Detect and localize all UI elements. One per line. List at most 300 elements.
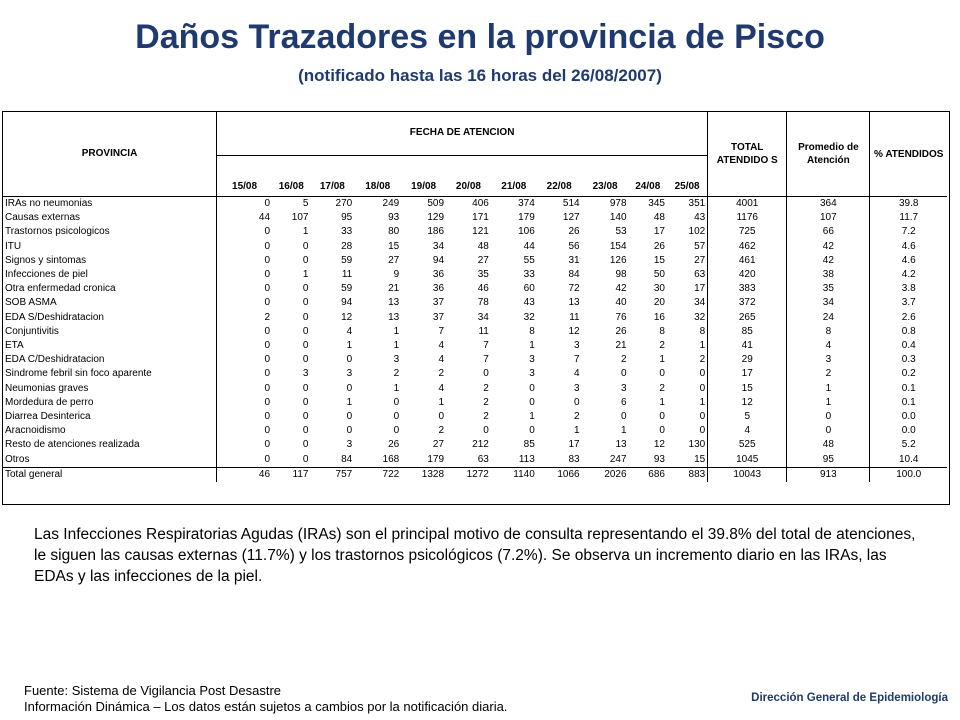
daily-count-cell: 212 (472, 439, 489, 451)
daily-count-cell: 0 (264, 325, 271, 337)
daily-count-cell: 140 (609, 212, 627, 224)
average-cell: 8 (787, 325, 870, 339)
daily-count-cell: 27 (477, 254, 489, 266)
daily-count-cell: 0 (302, 311, 309, 323)
daily-count-cell: 2 (264, 311, 271, 323)
summary-paragraph: Las Infecciones Respiratorias Agudas (IRAs) son el principal motivo de consulta representando el 39.8% del total de atenciones, le siguen las causas externas (11.7%) y los trastornos psicológicos (7.2%). Se observa un incremento diario en las IRAs, las EDAs y las infecciones de la piel. (34, 526, 916, 585)
date-header: 16/08 (272, 155, 310, 197)
average-cell: 42 (787, 254, 870, 268)
daily-count-cell: 3 (529, 354, 535, 366)
daily-count-cell: 0 (264, 382, 271, 394)
daily-count-cell: 84 (568, 269, 580, 281)
daily-count-cell: 0 (483, 425, 489, 437)
daily-count-cell: 1 (574, 425, 580, 437)
percent-cell: 100.0 (870, 467, 947, 482)
total-cell: 420 (708, 268, 787, 282)
daily-count-cell: 15 (653, 254, 665, 266)
daily-count-cell: 130 (667, 438, 708, 452)
daily-count-cell: 0 (302, 453, 309, 465)
daily-count-cell: 59 (341, 283, 353, 295)
daily-count-cell: 48 (653, 212, 665, 224)
date-header: 24/08 (629, 155, 667, 197)
daily-count-cell: 34 (432, 240, 445, 252)
daily-count-cell: 686 (629, 467, 667, 482)
daily-count-cell: 1 (346, 396, 353, 408)
total-cell: 4 (708, 424, 787, 438)
daily-count-cell: 36 (432, 283, 445, 295)
daily-count-cell: 13 (388, 311, 400, 323)
row-label: EDA S/Deshidratacion (3, 311, 217, 325)
daily-count-cell: 17 (568, 439, 580, 451)
daily-count-cell: 0 (264, 368, 271, 380)
row-label: Conjuntivitis (3, 325, 217, 339)
daily-count-cell: 3 (574, 340, 580, 352)
percent-cell: 0.3 (901, 354, 916, 366)
daily-count-cell: 2 (659, 382, 665, 394)
daily-count-cell: 12 (341, 311, 353, 323)
date-header: 22/08 (537, 155, 582, 197)
daily-count-cell: 27 (388, 254, 400, 266)
header-total-atendidos: TOTAL ATENDIDO S (708, 112, 787, 197)
daily-count-cell: 5 (302, 198, 309, 209)
total-cell: 41 (708, 339, 787, 353)
table-row (3, 311, 947, 325)
daily-count-cell: 121 (472, 226, 489, 238)
daily-count-cell: 72 (568, 283, 580, 295)
daily-count-cell: 1 (438, 396, 445, 408)
daily-count-cell: 9 (393, 269, 400, 281)
daily-count-cell: 0 (264, 396, 271, 408)
daily-count-cell: 102 (667, 225, 708, 239)
daily-count-cell: 16 (653, 311, 665, 323)
daily-count-cell: 1 (659, 354, 665, 366)
daily-count-cell: 85 (523, 439, 535, 451)
daily-count-cell: 31 (568, 254, 580, 266)
daily-count-cell: 3 (346, 368, 353, 380)
date-header: 18/08 (354, 155, 401, 197)
daily-count-cell: 2 (483, 382, 489, 394)
percent-cell: 0.8 (901, 325, 916, 337)
daily-count-cell: 978 (609, 198, 627, 209)
daily-count-cell: 1 (346, 340, 353, 352)
percent-cell: 5.2 (901, 439, 916, 451)
total-cell: 17 (708, 367, 787, 381)
row-label: Mordedura de perro (3, 396, 217, 410)
average-cell: 0 (787, 424, 870, 438)
daily-count-cell: 0 (659, 411, 665, 423)
daily-count-cell: 12 (653, 439, 665, 451)
daily-count-cell: 6 (621, 396, 627, 408)
daily-count-cell: 0 (346, 411, 353, 423)
daily-count-cell: 11 (569, 311, 580, 323)
average-cell: 0 (787, 410, 870, 424)
daily-count-cell: 129 (427, 212, 445, 224)
header-promedio-atencion: Promedio de Atención (787, 112, 870, 197)
daily-count-cell: 7 (483, 354, 489, 366)
daily-count-cell: 8 (529, 325, 535, 337)
daily-count-cell: 1 (659, 396, 665, 408)
average-cell: 107 (787, 211, 870, 225)
daily-count-cell: 757 (310, 467, 354, 482)
daily-count-cell: 0 (529, 425, 535, 437)
daily-count-cell: 0 (302, 240, 309, 252)
total-cell: 10043 (708, 467, 787, 482)
daily-count-cell: 0 (264, 198, 271, 209)
table-row (3, 353, 947, 367)
daily-count-cell: 154 (609, 240, 627, 252)
daily-count-cell: 1272 (446, 467, 491, 482)
row-label: Neumonias graves (3, 382, 217, 396)
daily-count-cell: 76 (615, 311, 627, 323)
daily-count-cell: 12 (568, 325, 580, 337)
daily-count-cell: 0 (393, 396, 400, 408)
daily-count-cell: 94 (341, 297, 353, 309)
table-row (3, 296, 947, 310)
daily-count-cell: 48 (477, 240, 489, 252)
average-cell: 24 (787, 311, 870, 325)
daily-count-cell: 20 (653, 297, 665, 309)
daily-count-cell: 0 (302, 283, 309, 295)
daily-count-cell: 0 (621, 411, 627, 423)
date-header: 20/08 (446, 155, 491, 197)
daily-count-cell: 171 (472, 212, 489, 224)
average-cell: 35 (787, 282, 870, 296)
daily-count-cell: 34 (477, 311, 489, 323)
daily-count-cell: 42 (615, 283, 627, 295)
daily-count-cell: 0 (302, 425, 309, 437)
average-cell: 38 (787, 268, 870, 282)
daily-count-cell: 7 (438, 325, 445, 337)
daily-count-cell: 0 (483, 368, 489, 380)
data-table-frame (2, 111, 950, 505)
date-header: 21/08 (491, 155, 537, 197)
daily-count-cell: 21 (615, 340, 627, 352)
daily-count-cell: 0 (302, 325, 309, 337)
daily-count-cell: 249 (382, 198, 400, 209)
row-label: Otros (3, 453, 217, 468)
table-row (3, 197, 947, 212)
daily-count-cell: 17 (653, 226, 665, 238)
daily-count-cell: 34 (667, 296, 708, 310)
daily-count-cell: 46 (217, 467, 273, 482)
daily-count-cell: 2026 (582, 467, 629, 482)
table-row (3, 240, 947, 254)
percent-cell: 10.4 (899, 453, 919, 465)
daily-count-cell: 0 (264, 226, 271, 238)
daily-count-cell: 53 (615, 226, 627, 238)
total-cell: 12 (708, 396, 787, 410)
daily-count-cell: 32 (667, 311, 708, 325)
daily-count-cell: 0 (302, 340, 309, 352)
header-provincia: PROVINCIA (3, 112, 217, 197)
row-label: SOB ASMA (3, 296, 217, 310)
daily-count-cell: 44 (523, 240, 535, 252)
percent-cell: 0.1 (901, 382, 916, 394)
daily-count-cell: 33 (523, 269, 535, 281)
daily-count-cell: 8 (659, 325, 665, 337)
total-cell: 4001 (708, 197, 787, 212)
daily-count-cell: 509 (427, 198, 445, 209)
row-label: Total general (3, 467, 217, 482)
daily-count-cell: 514 (562, 198, 580, 209)
daily-count-cell: 27 (667, 254, 708, 268)
row-label: Trastornos psicologicos (3, 225, 217, 239)
daily-count-cell: 0 (667, 367, 708, 381)
daily-count-cell: 0 (264, 283, 271, 295)
date-header: 23/08 (582, 155, 629, 197)
daily-count-cell: 37 (432, 297, 445, 309)
source-note (24, 683, 507, 715)
daily-count-cell: 11 (478, 325, 489, 337)
daily-count-cell: 0 (302, 411, 309, 423)
daily-count-cell: 3 (621, 382, 627, 394)
daily-count-cell: 0 (264, 411, 271, 423)
total-row (3, 467, 947, 482)
average-cell: 48 (787, 438, 870, 452)
daily-count-cell: 0 (302, 382, 309, 394)
daily-count-cell: 0 (393, 411, 400, 423)
percent-cell: 3.7 (901, 297, 916, 309)
daily-count-cell: 3 (574, 382, 580, 394)
table-row (3, 367, 947, 381)
daily-count-cell: 345 (648, 198, 665, 209)
table-body (3, 197, 947, 483)
total-cell: 383 (708, 282, 787, 296)
total-cell: 5 (708, 410, 787, 424)
daily-count-cell: 0 (302, 439, 309, 451)
daily-count-cell: 4 (346, 325, 353, 337)
daily-count-cell: 117 (272, 467, 310, 482)
percent-cell: 0.2 (901, 368, 916, 380)
table-row (3, 254, 947, 268)
percent-cell: 39.8 (899, 198, 919, 209)
daily-count-cell: 33 (341, 226, 353, 238)
date-header: 25/08 (667, 155, 708, 197)
table-row (3, 268, 947, 282)
daily-count-cell: 13 (388, 297, 400, 309)
daily-count-cell: 0 (529, 396, 535, 408)
daily-count-cell: 1 (393, 382, 400, 394)
daily-count-cell: 2 (659, 340, 665, 352)
total-cell: 15 (708, 382, 787, 396)
table-row (3, 339, 947, 353)
daily-count-cell: 21 (388, 283, 400, 295)
daily-count-cell: 80 (388, 226, 400, 238)
daily-count-cell: 0 (302, 354, 309, 366)
row-label: IRAs no neumonias (3, 197, 217, 212)
daily-count-cell: 8 (667, 325, 708, 339)
daily-count-cell: 0 (659, 368, 665, 380)
daily-count-cell: 13 (568, 297, 580, 309)
daily-count-cell: 0 (659, 425, 665, 437)
daily-count-cell: 0 (264, 453, 271, 465)
daily-count-cell: 94 (432, 254, 445, 266)
daily-count-cell: 0 (438, 411, 445, 423)
daily-count-cell: 4 (438, 354, 445, 366)
percent-cell: 4.6 (901, 254, 916, 266)
daily-count-cell: 63 (667, 268, 708, 282)
daily-count-cell: 59 (341, 254, 353, 266)
daily-count-cell: 30 (653, 283, 665, 295)
daily-count-cell: 2 (438, 368, 445, 380)
daily-count-cell: 46 (477, 283, 489, 295)
daily-count-cell: 2 (483, 411, 489, 423)
percent-cell: 0.0 (901, 411, 916, 423)
daily-count-cell: 3 (393, 354, 400, 366)
daily-count-cell: 2 (438, 425, 445, 437)
daily-count-cell: 3 (302, 368, 309, 380)
daily-count-cell: 1 (667, 339, 708, 353)
daily-count-cell: 270 (335, 198, 353, 209)
daily-count-cell: 2 (574, 411, 580, 423)
daily-count-cell: 127 (562, 212, 580, 224)
daily-count-cell: 40 (615, 297, 627, 309)
daily-count-cell: 0 (346, 425, 353, 437)
table-row (3, 410, 947, 424)
table-row (3, 438, 947, 452)
total-cell: 85 (708, 325, 787, 339)
daily-count-cell: 3 (346, 439, 353, 451)
daily-count-cell: 84 (341, 453, 353, 465)
daily-count-cell: 0 (346, 354, 353, 366)
percent-cell: 2.6 (901, 311, 916, 323)
row-label: ETA (3, 339, 217, 353)
percent-cell: 0.0 (901, 425, 916, 437)
date-header: 17/08 (310, 155, 354, 197)
daily-count-cell: 43 (667, 211, 708, 225)
daily-count-cell: 1 (302, 269, 309, 281)
row-label: Infecciones de piel (3, 268, 217, 282)
table-row (3, 453, 947, 468)
daily-count-cell: 722 (354, 467, 401, 482)
daily-count-cell: 4 (574, 368, 580, 380)
daily-count-cell: 406 (472, 198, 489, 209)
percent-cell: 3.8 (901, 283, 916, 295)
daily-count-cell: 63 (477, 453, 489, 465)
average-cell: 1 (787, 382, 870, 396)
average-cell: 34 (787, 296, 870, 310)
daily-count-cell: 0 (264, 425, 271, 437)
daily-count-cell: 107 (291, 212, 309, 224)
average-cell: 2 (787, 367, 870, 381)
daily-count-cell: 3 (529, 368, 535, 380)
daily-count-cell: 26 (615, 325, 627, 337)
daily-count-cell: 2 (393, 368, 400, 380)
daily-count-cell: 0 (346, 382, 353, 394)
daily-count-cell: 57 (667, 240, 708, 254)
footer-organization: Dirección General de Epidemiología (751, 692, 948, 704)
daily-count-cell: 1 (529, 411, 535, 423)
average-cell: 1 (787, 396, 870, 410)
average-cell: 364 (787, 197, 870, 212)
daily-count-cell: 0 (264, 340, 271, 352)
source-line-2: Información Dinámica – Los datos están sujetos a cambios por la notificación diaria. (24, 699, 508, 714)
row-label: ITU (3, 240, 217, 254)
row-label: Aracnoidismo (3, 424, 217, 438)
daily-count-cell: 247 (609, 453, 627, 465)
total-cell: 1176 (708, 211, 787, 225)
daily-count-cell: 26 (568, 226, 580, 238)
date-header: 15/08 (217, 155, 273, 197)
daily-count-cell: 1328 (401, 467, 446, 482)
daily-count-cell: 186 (427, 226, 445, 238)
table-row (3, 211, 947, 225)
table-row (3, 382, 947, 396)
daily-count-cell: 106 (518, 226, 535, 238)
daily-count-cell: 374 (518, 198, 535, 209)
percent-cell: 0.1 (901, 396, 916, 408)
daily-count-cell: 17 (667, 282, 708, 296)
daily-count-cell: 0 (621, 368, 627, 380)
daily-count-cell: 98 (615, 269, 627, 281)
total-cell: 725 (708, 225, 787, 239)
row-label: Causas externas (3, 211, 217, 225)
daily-count-cell: 95 (341, 212, 353, 224)
daily-count-cell: 93 (653, 453, 665, 465)
total-cell: 1045 (708, 453, 787, 468)
daily-count-cell: 35 (477, 269, 489, 281)
daily-count-cell: 0 (264, 297, 271, 309)
daily-count-cell: 27 (432, 439, 445, 451)
daily-count-cell: 43 (523, 297, 535, 309)
percent-cell: 4.2 (901, 269, 916, 281)
table-row (3, 225, 947, 239)
daily-count-cell: 0 (302, 297, 309, 309)
row-label: Diarrea Desinterica (3, 410, 217, 424)
daily-count-cell: 78 (477, 297, 489, 309)
daily-count-cell: 0 (264, 254, 271, 266)
daily-count-cell: 2 (483, 396, 489, 408)
daily-count-cell: 32 (523, 311, 535, 323)
average-cell: 913 (787, 467, 870, 482)
page-title: Daños Trazadores en la provincia de Pisco (135, 18, 825, 56)
average-cell: 66 (787, 225, 870, 239)
daily-count-cell: 1 (621, 425, 627, 437)
daily-count-cell: 0 (302, 254, 309, 266)
total-cell: 265 (708, 311, 787, 325)
daily-count-cell: 1 (393, 325, 400, 337)
daily-count-cell: 0 (264, 269, 271, 281)
daily-count-cell: 4 (438, 382, 445, 394)
total-cell: 525 (708, 438, 787, 452)
daily-count-cell: 0 (264, 439, 271, 451)
daily-count-cell: 28 (341, 240, 353, 252)
daily-count-cell: 83 (568, 453, 580, 465)
daily-count-cell: 0 (667, 424, 708, 438)
daily-count-cell: 36 (432, 269, 445, 281)
daily-count-cell: 0 (574, 396, 580, 408)
header-fecha-atencion: FECHA DE ATENCION (217, 112, 708, 155)
percent-cell: 4.6 (901, 240, 916, 252)
row-label: Signos y sintomas (3, 254, 217, 268)
daily-count-cell: 1 (529, 340, 535, 352)
daily-count-cell: 0 (264, 354, 271, 366)
total-cell: 461 (708, 254, 787, 268)
daily-count-cell: 351 (667, 197, 708, 212)
average-cell: 42 (787, 240, 870, 254)
daily-count-cell: 13 (615, 439, 627, 451)
daily-count-cell: 15 (667, 453, 708, 468)
daily-count-cell: 2 (621, 354, 627, 366)
table-row (3, 282, 947, 296)
percent-cell: 11.7 (899, 212, 919, 224)
daily-count-cell: 60 (523, 283, 535, 295)
table-row (3, 396, 947, 410)
row-label: EDA C/Deshidratacion (3, 353, 217, 367)
header-pct-atendidos: % ATENDIDOS (870, 112, 947, 197)
daily-count-cell: 56 (568, 240, 580, 252)
daily-count-cell: 1 (667, 396, 708, 410)
